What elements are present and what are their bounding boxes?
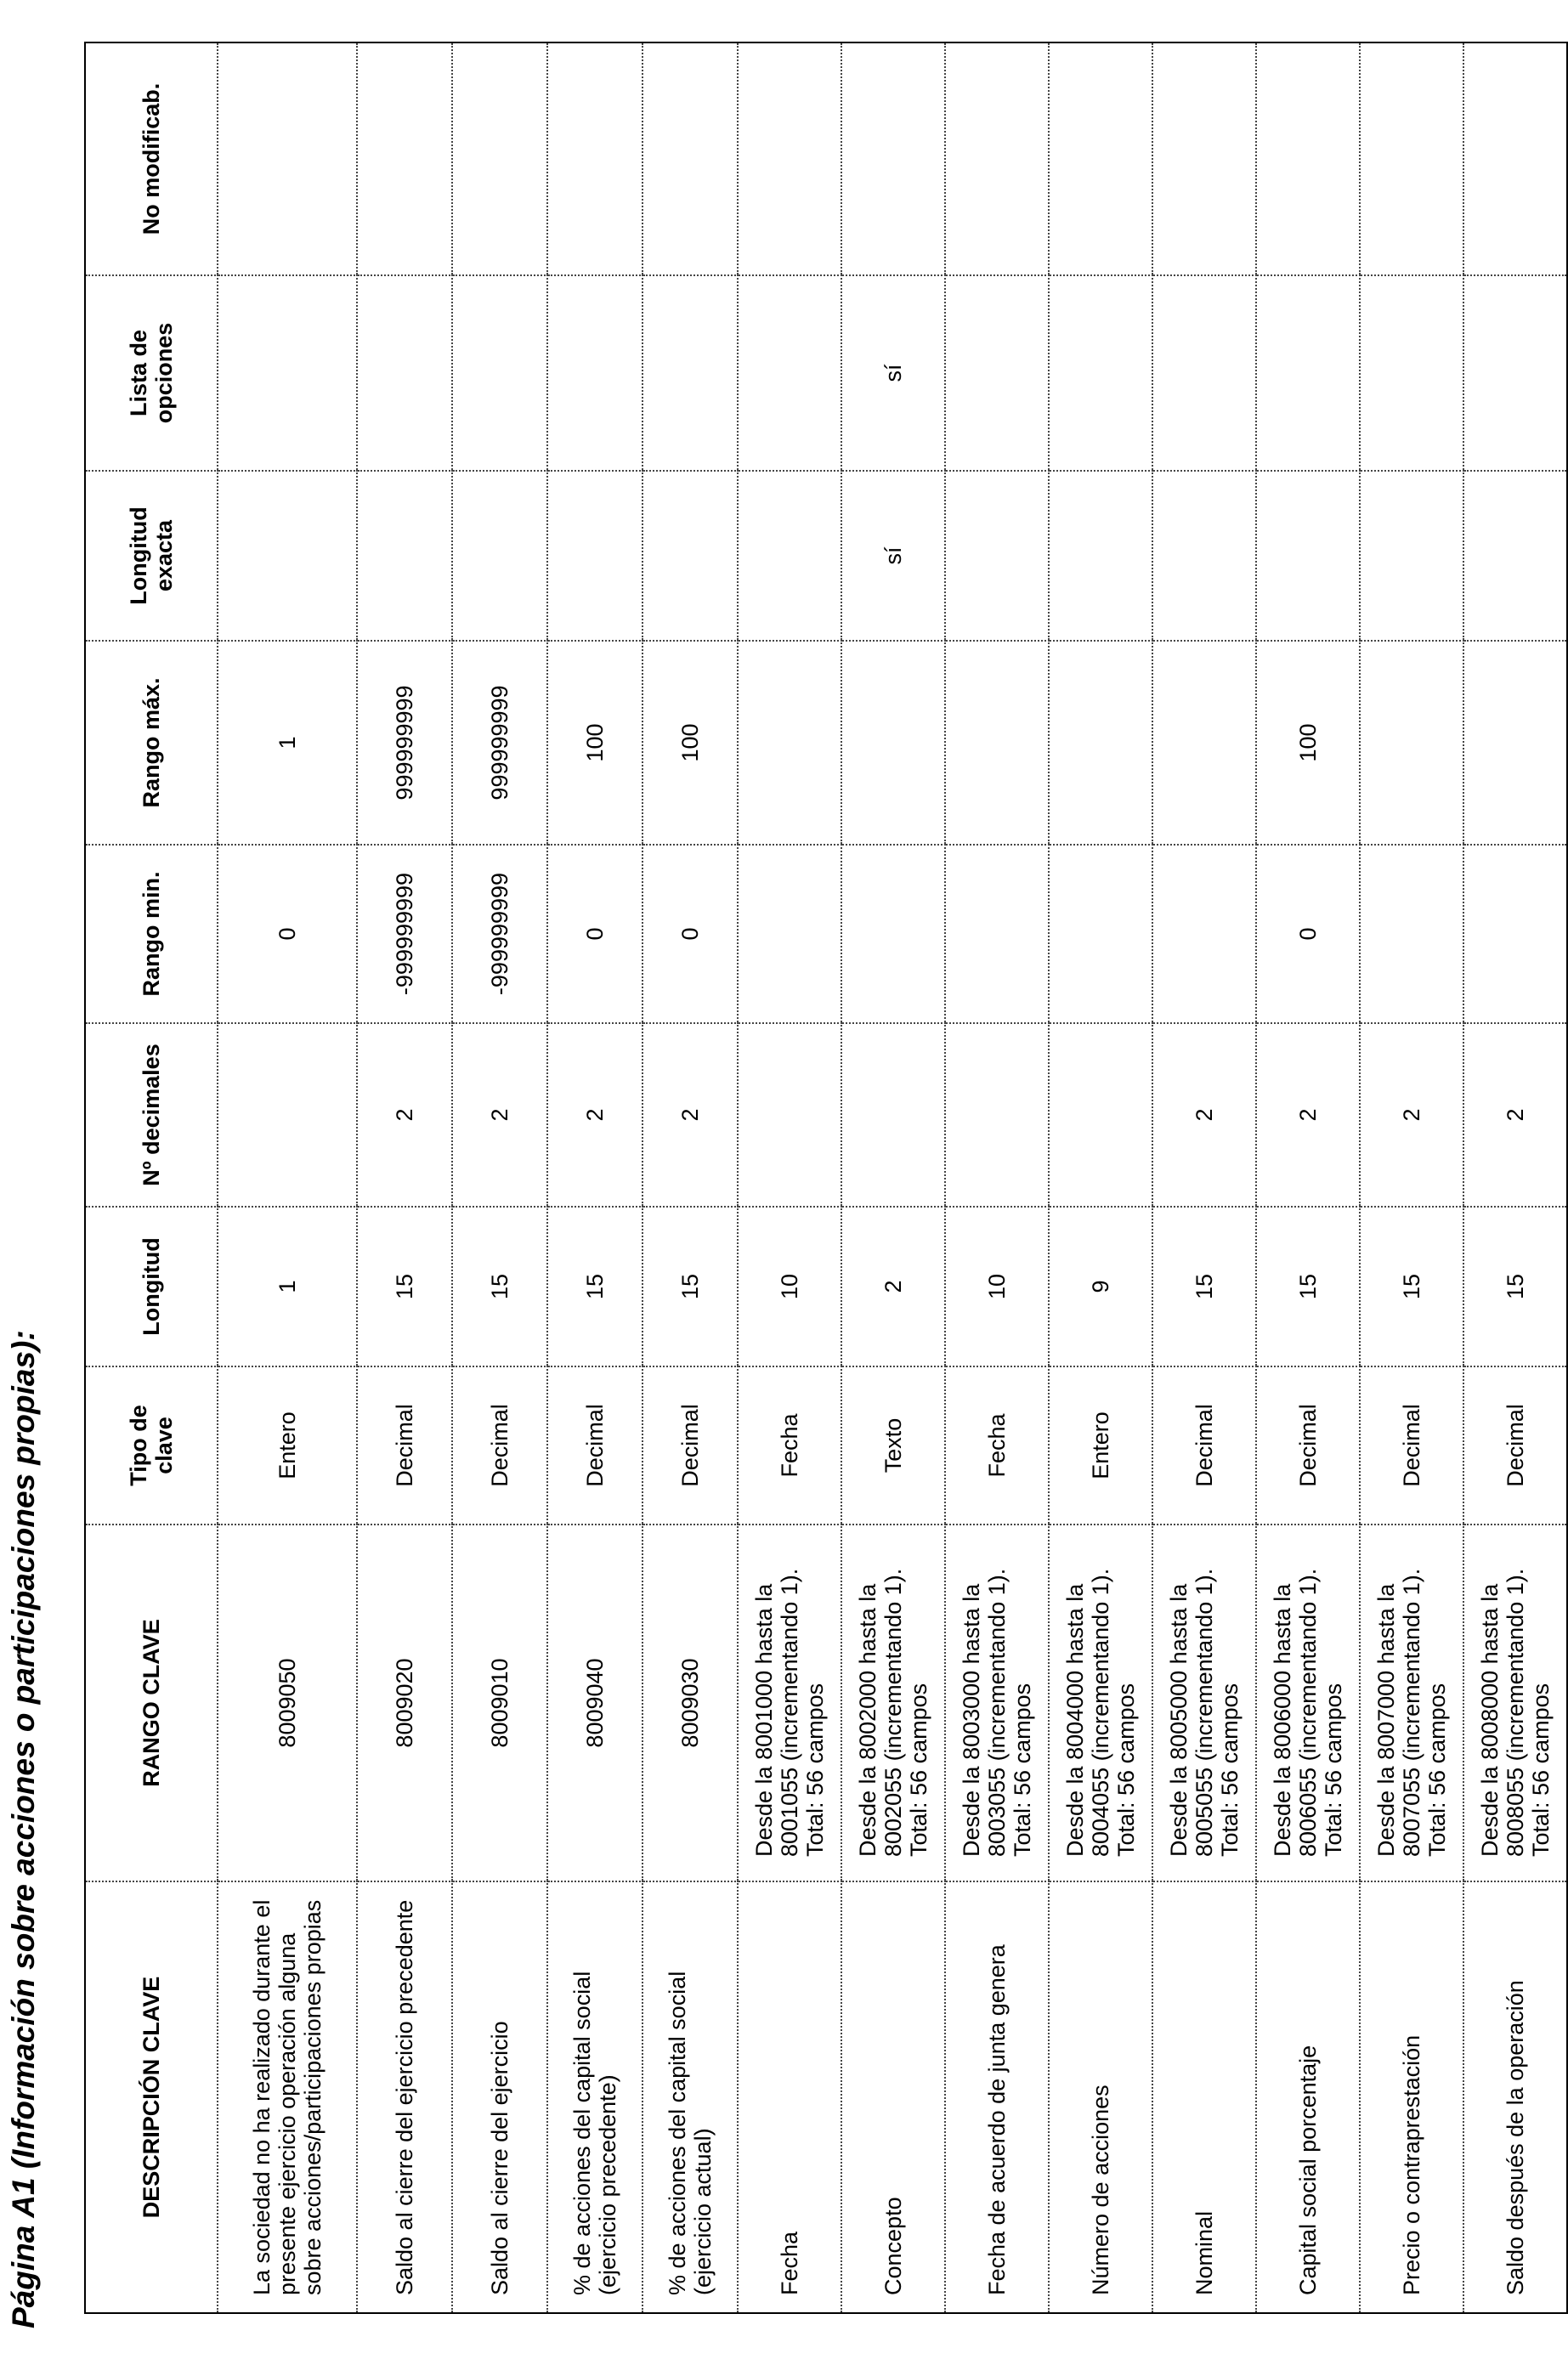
cell-longitud: 15 [1256,1207,1360,1366]
cell-rango-clave: Desde la 8006000 hasta la 8006055 (incrementando 1). Total: 56 campos [1256,1525,1360,1881]
cell-tipo: Decimal [1463,1366,1567,1525]
cell-rango-min: 0 [642,845,738,1023]
cell-no-modificable [1152,42,1256,275]
table-row [945,42,1049,2313]
cell-lista-opciones [642,275,738,471]
cell-no-modificable [452,42,547,275]
cell-descripcion: % de acciones del capital social (ejercicio precedente) [547,1881,642,2313]
cell-lista-opciones [738,275,841,471]
table-row [1152,42,1256,2313]
header-row [85,42,218,2313]
table-row [738,42,841,2313]
cell-lista-opciones [218,275,357,471]
cell-decimales [945,1023,1049,1207]
cell-rango-clave: Desde la 8004000 hasta la 8004055 (incrementando 1). Total: 56 campos [1049,1525,1152,1881]
header-tipo: Tipo de clave [85,1366,218,1525]
cell-longitud-exacta [547,471,642,641]
header-rango-min: Rango min. [85,845,218,1023]
cell-rango-max [738,641,841,845]
cell-tipo: Decimal [1152,1366,1256,1525]
cell-rango-max: 100 [547,641,642,845]
cell-tipo: Fecha [738,1366,841,1525]
cell-rango-min [945,845,1049,1023]
rotated-table-container [84,43,1554,2314]
cell-decimales [841,1023,945,1207]
cell-lista-opciones [1360,275,1463,471]
cell-rango-max [945,641,1049,845]
cell-descripcion: Nominal [1152,1881,1256,2313]
cell-decimales: 2 [642,1023,738,1207]
cell-no-modificable [642,42,738,275]
cell-tipo: Decimal [1360,1366,1463,1525]
cell-decimales: 2 [1360,1023,1463,1207]
cell-descripcion: % de acciones del capital social (ejercicio actual) [642,1881,738,2313]
table-row [1256,42,1360,2313]
cell-lista-opciones [547,275,642,471]
cell-rango-clave: 8009010 [452,1525,547,1881]
header-no-modificable: No modificab. [85,42,218,275]
cell-rango-max: 1 [218,641,357,845]
cell-decimales: 2 [357,1023,452,1207]
cell-no-modificable [1049,42,1152,275]
cell-no-modificable [357,42,452,275]
cell-rango-clave: Desde la 8007000 hasta la 8007055 (incrementando 1). Total: 56 campos [1360,1525,1463,1881]
cell-decimales [218,1023,357,1207]
cell-rango-clave: Desde la 8003000 hasta la 8003055 (incrementando 1). Total: 56 campos [945,1525,1049,1881]
cell-no-modificable [945,42,1049,275]
page-title: Página A1 (Información sobre acciones o participaciones propias): [6,1330,41,2328]
cell-rango-clave: 8009040 [547,1525,642,1881]
cell-lista-opciones: sí [841,275,945,471]
header-rango-clave: RANGO CLAVE [85,1525,218,1881]
cell-descripcion: Saldo al cierre del ejercicio [452,1881,547,2313]
cell-lista-opciones [1256,275,1360,471]
header-rango-max: Rango máx. [85,641,218,845]
cell-longitud: 15 [357,1207,452,1366]
cell-longitud-exacta [1049,471,1152,641]
cell-decimales: 2 [1463,1023,1567,1207]
table-row [452,42,547,2313]
table-row [841,42,945,2313]
cell-longitud: 9 [1049,1207,1152,1366]
cell-longitud: 15 [452,1207,547,1366]
cell-rango-min: 0 [547,845,642,1023]
cell-longitud: 15 [1463,1207,1567,1366]
cell-longitud: 10 [945,1207,1049,1366]
cell-descripcion: Fecha [738,1881,841,2313]
header-longitud-exacta: Longitud exacta [85,471,218,641]
cell-tipo: Entero [1049,1366,1152,1525]
cell-no-modificable [218,42,357,275]
cell-longitud-exacta [357,471,452,641]
cell-lista-opciones [452,275,547,471]
cell-decimales: 2 [1152,1023,1256,1207]
header-decimales: Nº decimales [85,1023,218,1207]
cell-descripcion: La sociedad no ha realizado durante el presente ejercicio operación alguna sobre acciones/participaciones propias [218,1881,357,2313]
cell-longitud-exacta [945,471,1049,641]
cell-descripcion: Saldo después de la operación [1463,1881,1567,2313]
cell-longitud-exacta [1360,471,1463,641]
cell-decimales: 2 [547,1023,642,1207]
cell-rango-max: 100 [1256,641,1360,845]
cell-tipo: Decimal [452,1366,547,1525]
cell-descripcion: Saldo al cierre del ejercicio precedente [357,1881,452,2313]
cell-decimales [1049,1023,1152,1207]
cell-no-modificable [738,42,841,275]
cell-lista-opciones [1152,275,1256,471]
cell-no-modificable [841,42,945,275]
header-lista-opciones: Lista de opciones [85,275,218,471]
cell-rango-min: -999999999 [357,845,452,1023]
table-row [642,42,738,2313]
cell-no-modificable [1360,42,1463,275]
cell-rango-max [1049,641,1152,845]
cell-rango-max: 999999999 [452,641,547,845]
cell-rango-clave: Desde la 8001000 hasta la 8001055 (incrementando 1). Total: 56 campos [738,1525,841,1881]
cell-longitud-exacta [738,471,841,641]
cell-rango-min [1463,845,1567,1023]
table-row [1049,42,1152,2313]
cell-rango-min [738,845,841,1023]
cell-longitud-exacta [642,471,738,641]
cell-rango-min: -999999999 [452,845,547,1023]
cell-longitud: 2 [841,1207,945,1366]
cell-rango-min: 0 [1256,845,1360,1023]
table-row [1360,42,1463,2313]
cell-rango-max: 999999999 [357,641,452,845]
cell-descripcion: Concepto [841,1881,945,2313]
cell-no-modificable [1463,42,1567,275]
cell-descripcion: Número de acciones [1049,1881,1152,2313]
cell-longitud: 15 [1152,1207,1256,1366]
cell-rango-max [1152,641,1256,845]
cell-decimales: 2 [1256,1023,1360,1207]
cell-descripcion: Capital social porcentaje [1256,1881,1360,2313]
cell-rango-max [1463,641,1567,845]
cell-longitud-exacta [218,471,357,641]
cell-longitud-exacta [1256,471,1360,641]
cell-rango-max: 100 [642,641,738,845]
cell-rango-min [1360,845,1463,1023]
cell-tipo: Fecha [945,1366,1049,1525]
cell-longitud: 15 [547,1207,642,1366]
cell-rango-clave: Desde la 8005000 hasta la 8005055 (incrementando 1). Total: 56 campos [1152,1525,1256,1881]
cell-no-modificable [547,42,642,275]
table-row [1463,42,1567,2313]
cell-lista-opciones [1049,275,1152,471]
cell-rango-max [1360,641,1463,845]
table-body [218,42,1567,2313]
cell-decimales: 2 [452,1023,547,1207]
cell-longitud: 15 [1360,1207,1463,1366]
cell-lista-opciones [1463,275,1567,471]
cell-tipo: Entero [218,1366,357,1525]
cell-tipo: Decimal [357,1366,452,1525]
cell-longitud: 1 [218,1207,357,1366]
cell-descripcion: Fecha de acuerdo de junta genera [945,1881,1049,2313]
cell-longitud-exacta [452,471,547,641]
cell-lista-opciones [945,275,1049,471]
cell-tipo: Decimal [1256,1366,1360,1525]
cell-rango-max [841,641,945,845]
cell-tipo: Decimal [547,1366,642,1525]
cell-rango-clave: 8009020 [357,1525,452,1881]
cell-longitud-exacta [1152,471,1256,641]
cell-no-modificable [1256,42,1360,275]
cell-rango-clave: 8009050 [218,1525,357,1881]
cell-rango-min [1152,845,1256,1023]
table-row [357,42,452,2313]
header-longitud: Longitud [85,1207,218,1366]
cell-longitud: 10 [738,1207,841,1366]
header-descripcion: DESCRIPCIÓN CLAVE [85,1881,218,2313]
cell-rango-min: 0 [218,845,357,1023]
cell-longitud: 15 [642,1207,738,1366]
cell-rango-clave: Desde la 8008000 hasta la 8008055 (incrementando 1). Total: 56 campos [1463,1525,1567,1881]
cell-decimales [738,1023,841,1207]
cell-tipo: Texto [841,1366,945,1525]
cell-longitud-exacta: sí [841,471,945,641]
cell-rango-min [1049,845,1152,1023]
cell-rango-clave: 8009030 [642,1525,738,1881]
cell-descripcion: Precio o contraprestación [1360,1881,1463,2313]
cell-rango-clave: Desde la 8002000 hasta la 8002055 (incrementando 1). Total: 56 campos [841,1525,945,1881]
cell-tipo: Decimal [642,1366,738,1525]
cell-lista-opciones [357,275,452,471]
table-row [218,42,357,2313]
table-row [547,42,642,2313]
cell-rango-min [841,845,945,1023]
cell-longitud-exacta [1463,471,1567,641]
key-definition-table [84,42,1568,2314]
